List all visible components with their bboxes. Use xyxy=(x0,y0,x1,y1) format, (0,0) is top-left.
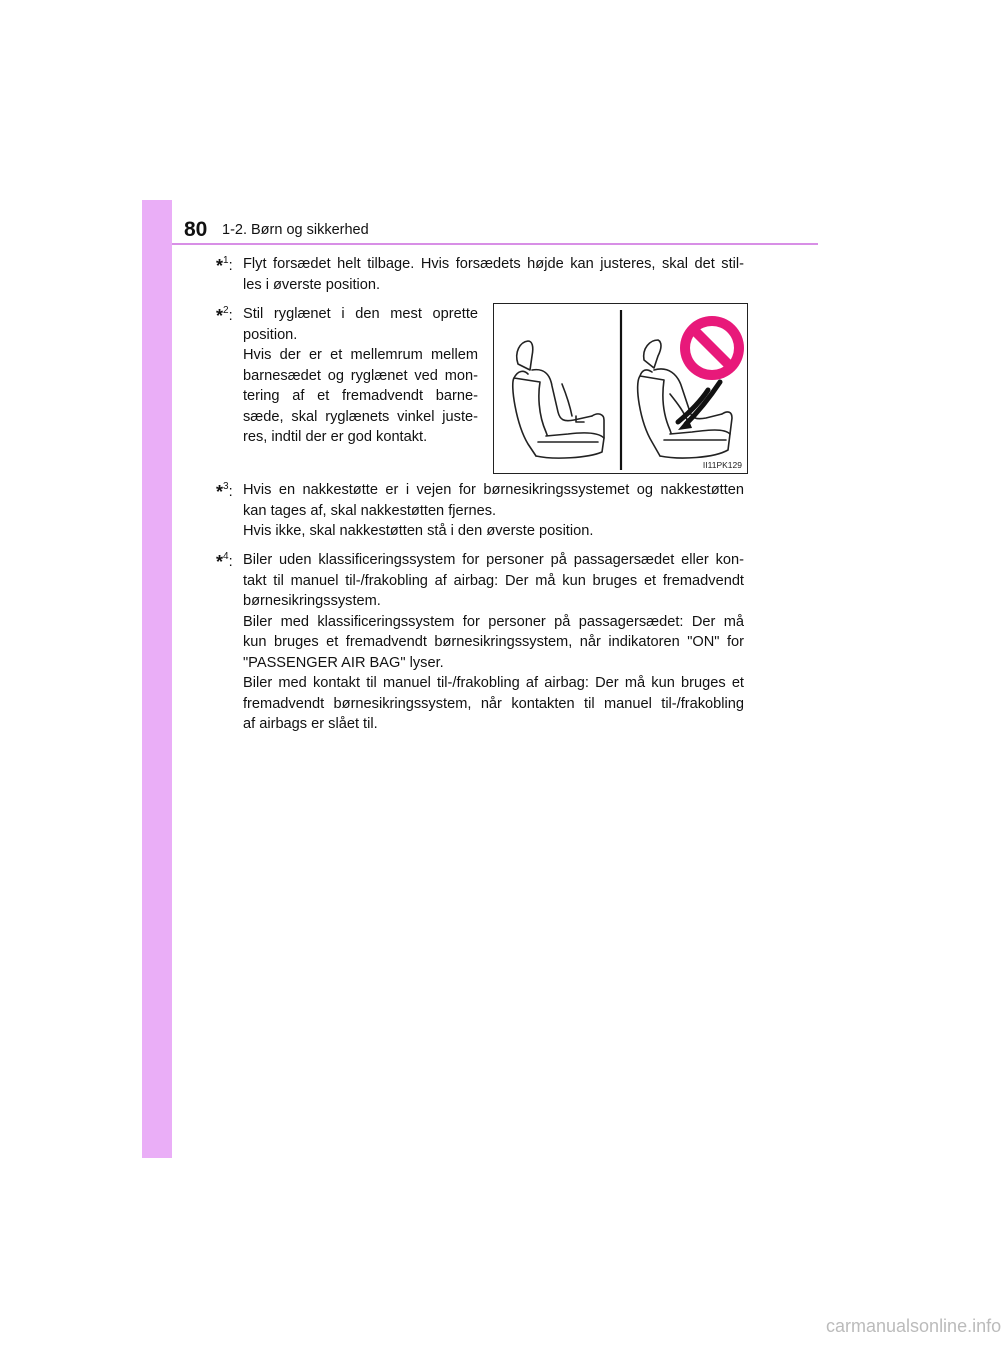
note-line: "PASSENGER AIR BAG" lyser. xyxy=(243,654,444,671)
note-line: sæde, skal ryglænets vinkel juste- xyxy=(243,408,478,425)
note-line: Biler med klassificeringssystem for personer på passagersædet: Der må xyxy=(243,613,744,630)
watermark-text: carmanualsonline.info xyxy=(826,1316,1001,1336)
header-divider xyxy=(172,243,818,245)
child-seat-figure xyxy=(493,303,748,474)
note-line: barnesædet og ryglænet ved mon- xyxy=(243,367,478,384)
note-line: position. xyxy=(243,326,298,343)
seat-illustration xyxy=(494,304,747,473)
note-line: Biler med kontakt til manuel til-/frakobling af airbag: Der må kun bruges et xyxy=(243,675,744,691)
section-title: 1-2. Børn og sikkerhed xyxy=(222,222,369,238)
note-line: Hvis der er et mellemrum mellem xyxy=(243,347,478,363)
note-marker: *$^3$: xyxy=(216,481,233,502)
note-line: les i øverste position. xyxy=(243,276,381,293)
chapter-sidebar-tab xyxy=(142,200,172,1158)
note-line: af airbags er slået til. xyxy=(243,716,378,732)
prohibited-icon xyxy=(680,316,744,380)
note-2 xyxy=(216,304,478,448)
note-line: res, indtil der er god kontakt. xyxy=(243,429,428,445)
note-line: fremadvendt børnesikringssystem, når kontakten til manuel til-/frakobling xyxy=(243,695,744,712)
note-marker: *$^1$: xyxy=(216,255,233,276)
note-line: Hvis en nakkestøtte er i vejen for børnesikringssystemet og nakkestøtten xyxy=(243,482,744,498)
note-4 xyxy=(216,550,744,735)
figure-code: II11PK129 xyxy=(702,460,742,470)
note-3 xyxy=(216,480,744,542)
note-line: tering af et fremadvendt barne- xyxy=(243,388,478,404)
note-line: børnesikringssystem. xyxy=(243,593,381,609)
note-1 xyxy=(216,254,744,295)
note-line: Hvis ikke, skal nakkestøtten stå i den øverste position. xyxy=(243,523,594,539)
note-marker: *$^2$: xyxy=(216,305,233,326)
note-marker: *$^4$: xyxy=(216,551,233,572)
note-line: Flyt forsædet helt tilbage. Hvis forsædets højde kan justeres, skal det stil- xyxy=(243,256,744,272)
page-number: 80 xyxy=(184,218,208,241)
seat-upright-icon xyxy=(513,341,604,458)
note-line: Biler uden klassificeringssystem for personer på passagersædet eller kon- xyxy=(243,552,744,568)
note-line: kan tages af, skal nakkestøtten fjernes. xyxy=(243,502,497,519)
note-line: Stil ryglænet i den mest oprette xyxy=(243,306,478,322)
note-line: takt til manuel til-/frakobling af airbag: Der må kun bruges et fremadvendt xyxy=(243,572,744,589)
note-line: kun bruges et fremadvendt børnesikringssystem, når indikatoren "ON" for xyxy=(243,634,744,650)
